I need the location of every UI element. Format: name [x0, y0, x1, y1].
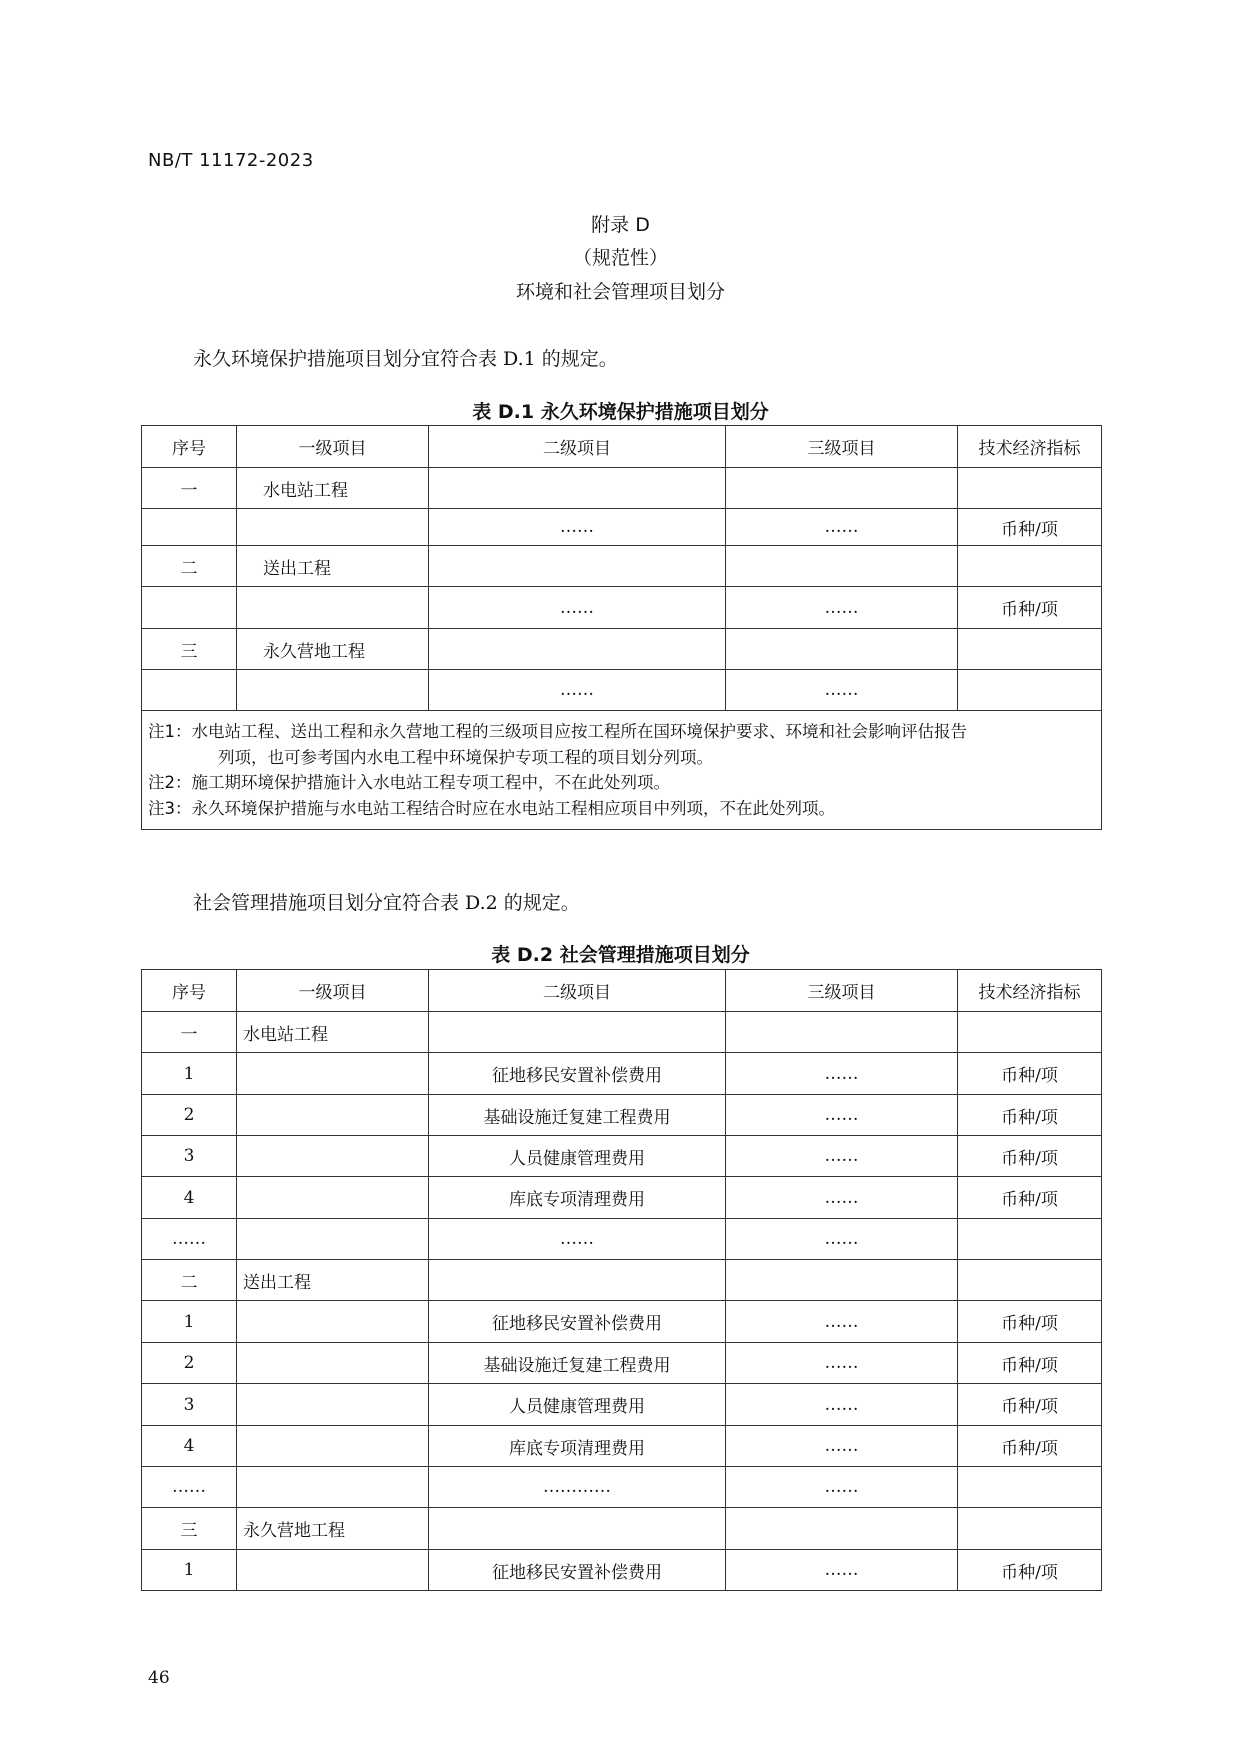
table-row — [142, 468, 1102, 509]
table-cell: …… — [726, 1136, 958, 1177]
table-cell — [958, 1012, 1102, 1053]
table-cell: 2 — [142, 1343, 237, 1384]
table-row — [142, 1136, 1102, 1177]
note-label: 注2： — [148, 773, 192, 793]
table1-caption: 表 D.1 永久环境保护措施项目划分 — [472, 401, 769, 423]
note-text: 永久环境保护措施与水电站工程结合时应在水电站工程相应项目中列项，不在此处列项。 — [191, 798, 835, 818]
table-cell: 人员健康管理费用 — [429, 1384, 726, 1426]
table-cell — [958, 1467, 1102, 1508]
table-cell: 1 — [142, 1550, 237, 1591]
appendix-title: 附录 D — [591, 214, 650, 236]
table-cell: 基础设施迁复建工程费用 — [429, 1343, 726, 1384]
table-cell: ………… — [429, 1467, 726, 1508]
table-cell: 三 — [142, 1508, 237, 1550]
table-row — [142, 1301, 1102, 1343]
note-continuation: 列项，也可参考国内水电工程中环境保护专项工程的项目划分列项。 — [218, 747, 713, 767]
table-cell: 水电站工程 — [237, 1012, 429, 1053]
note-1 — [148, 719, 1095, 770]
intro-paragraph-1: 永久环境保护措施项目划分宜符合表 D.1 的规定。 — [193, 348, 618, 370]
table-cell — [958, 629, 1102, 670]
table-cell — [726, 1012, 958, 1053]
note-label: 注3： — [148, 798, 192, 818]
table1-notes — [142, 711, 1102, 830]
table-cell: …… — [726, 1343, 958, 1384]
table-cell: 送出工程 — [237, 546, 429, 587]
table2-header-row — [142, 970, 1102, 1012]
table-cell: 库底专项清理费用 — [429, 1177, 726, 1219]
table-cell — [237, 1177, 429, 1219]
table-cell — [726, 546, 958, 587]
table-cell — [237, 1136, 429, 1177]
table-cell: 4 — [142, 1426, 237, 1467]
table-row — [142, 1426, 1102, 1467]
table-cell — [726, 1508, 958, 1550]
table-cell: 1 — [142, 1053, 237, 1095]
table-cell — [237, 1095, 429, 1136]
table-cell: 3 — [142, 1384, 237, 1426]
table-cell: …… — [726, 1426, 958, 1467]
table-cell: 币种/项 — [958, 1095, 1102, 1136]
table-row — [142, 1012, 1102, 1053]
table-cell — [958, 546, 1102, 587]
table-cell: 库底专项清理费用 — [429, 1426, 726, 1467]
table-cell — [958, 670, 1102, 711]
table-cell — [429, 1012, 726, 1053]
page-number: 46 — [148, 1668, 170, 1688]
table-cell — [429, 1508, 726, 1550]
appendix-nature: （规范性） — [572, 247, 668, 269]
table-cell: …… — [726, 1095, 958, 1136]
table-cell: 人员健康管理费用 — [429, 1136, 726, 1177]
table-cell: …… — [142, 1467, 237, 1508]
table-row — [142, 1467, 1102, 1508]
table2-header-cell: 技术经济指标 — [958, 970, 1102, 1012]
table2-header-cell: 一级项目 — [237, 970, 429, 1012]
table-cell — [429, 629, 726, 670]
table-cell: 征地移民安置补偿费用 — [429, 1053, 726, 1095]
note-text: 水电站工程、送出工程和永久营地工程的三级项目应按工程所在国环境保护要求、环境和社会影响评估报告 — [191, 722, 967, 741]
table-cell — [142, 509, 237, 546]
table-cell: 币种/项 — [958, 1301, 1102, 1343]
table-cell: …… — [726, 1177, 958, 1219]
table1-header-cell: 二级项目 — [429, 426, 726, 468]
table-cell — [237, 1053, 429, 1095]
table-cell — [237, 1219, 429, 1260]
table-cell — [726, 468, 958, 509]
table2-header-cell: 三级项目 — [726, 970, 958, 1012]
table-cell: 一 — [142, 468, 237, 509]
table-cell: …… — [429, 587, 726, 629]
table-row — [142, 1508, 1102, 1550]
appendix-subject: 环境和社会管理项目划分 — [515, 281, 725, 303]
table-cell: …… — [726, 509, 958, 546]
table-cell: 4 — [142, 1177, 237, 1219]
table-cell — [142, 670, 237, 711]
table2-header-cell: 二级项目 — [429, 970, 726, 1012]
table-cell — [237, 670, 429, 711]
table-row — [142, 1550, 1102, 1591]
table-cell — [237, 1343, 429, 1384]
table-cell: …… — [726, 1053, 958, 1095]
table-cell: …… — [726, 1550, 958, 1591]
note-label: 注1： — [148, 722, 192, 741]
table-cell — [958, 1260, 1102, 1301]
table-cell: 2 — [142, 1095, 237, 1136]
table-cell — [429, 546, 726, 587]
table-d2 — [141, 969, 1102, 1591]
table-cell: …… — [726, 1301, 958, 1343]
table-cell: 基础设施迁复建工程费用 — [429, 1095, 726, 1136]
table-cell — [429, 468, 726, 509]
table-cell: …… — [726, 1219, 958, 1260]
table-cell: …… — [726, 587, 958, 629]
table-cell: 币种/项 — [958, 1426, 1102, 1467]
table1-header-row — [142, 426, 1102, 468]
table-cell — [958, 1508, 1102, 1550]
table-cell: 永久营地工程 — [237, 1508, 429, 1550]
table-row — [142, 1260, 1102, 1301]
table-cell: …… — [726, 670, 958, 711]
table-cell — [726, 629, 958, 670]
note-2 — [148, 770, 1095, 796]
table-cell — [237, 1467, 429, 1508]
table-cell: 二 — [142, 546, 237, 587]
table-cell: 币种/项 — [958, 1053, 1102, 1095]
table-cell: 送出工程 — [237, 1260, 429, 1301]
table1-header-cell: 三级项目 — [726, 426, 958, 468]
table-row — [142, 670, 1102, 711]
table-cell: …… — [429, 670, 726, 711]
table-row — [142, 629, 1102, 670]
table-cell: 永久营地工程 — [237, 629, 429, 670]
table-cell — [958, 468, 1102, 509]
table-row — [142, 1177, 1102, 1219]
table-row — [142, 1219, 1102, 1260]
table-cell: 1 — [142, 1301, 237, 1343]
table-cell: 币种/项 — [958, 1177, 1102, 1219]
table-row — [142, 1343, 1102, 1384]
table-row — [142, 1095, 1102, 1136]
table-d1 — [141, 425, 1102, 830]
table-cell: …… — [726, 1467, 958, 1508]
table-cell: 二 — [142, 1260, 237, 1301]
table-cell: 3 — [142, 1136, 237, 1177]
table2-caption: 表 D.2 社会管理措施项目划分 — [491, 944, 750, 966]
table-cell — [237, 1301, 429, 1343]
table-cell: 币种/项 — [958, 1136, 1102, 1177]
table-cell: 征地移民安置补偿费用 — [429, 1550, 726, 1591]
table1-notes-row — [142, 711, 1102, 830]
table1-header-cell: 技术经济指标 — [958, 426, 1102, 468]
table-cell — [958, 1219, 1102, 1260]
table-cell: 币种/项 — [958, 1550, 1102, 1591]
table-cell: 三 — [142, 629, 237, 670]
table-cell — [429, 1260, 726, 1301]
table2-header-cell: 序号 — [142, 970, 237, 1012]
table-row — [142, 509, 1102, 546]
table-row — [142, 587, 1102, 629]
table-cell — [237, 509, 429, 546]
table-cell: 币种/项 — [958, 1343, 1102, 1384]
note-3 — [148, 796, 1095, 822]
table-cell: …… — [429, 1219, 726, 1260]
table-cell — [237, 1550, 429, 1591]
table-cell — [237, 587, 429, 629]
table-cell: 币种/项 — [958, 509, 1102, 546]
standard-code: NB/T 11172-2023 — [148, 150, 314, 171]
table-row — [142, 1053, 1102, 1095]
table-cell — [726, 1260, 958, 1301]
table-cell: 币种/项 — [958, 587, 1102, 629]
table-cell: 一 — [142, 1012, 237, 1053]
table1-header-cell: 序号 — [142, 426, 237, 468]
table-cell — [142, 587, 237, 629]
intro-paragraph-2: 社会管理措施项目划分宜符合表 D.2 的规定。 — [193, 892, 580, 914]
table-cell: …… — [726, 1384, 958, 1426]
table-cell: …… — [429, 509, 726, 546]
table-cell — [237, 1426, 429, 1467]
table-row — [142, 1384, 1102, 1426]
table-cell — [237, 1384, 429, 1426]
table-cell: 水电站工程 — [237, 468, 429, 509]
table-row — [142, 546, 1102, 587]
table-cell: …… — [142, 1219, 237, 1260]
table-cell: 征地移民安置补偿费用 — [429, 1301, 726, 1343]
table-cell: 币种/项 — [958, 1384, 1102, 1426]
table1-header-cell: 一级项目 — [237, 426, 429, 468]
note-text: 施工期环境保护措施计入水电站工程专项工程中，不在此处列项。 — [191, 773, 670, 793]
